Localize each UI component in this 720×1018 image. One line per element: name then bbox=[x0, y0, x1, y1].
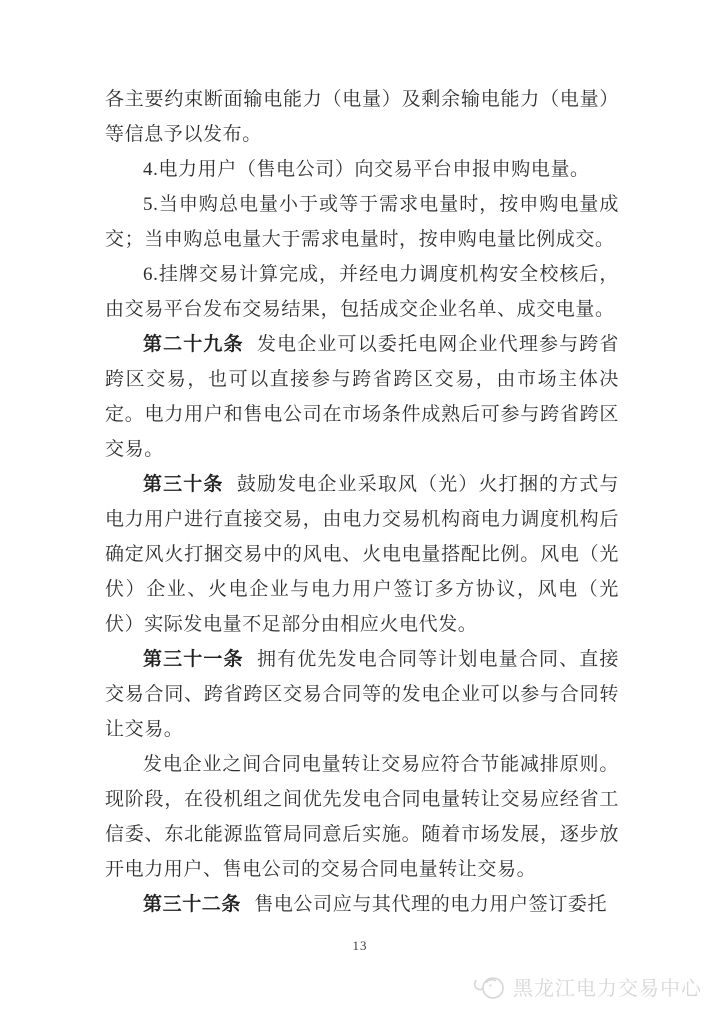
watermark bbox=[472, 972, 702, 1001]
paragraph-article-30 bbox=[105, 467, 619, 642]
article-number: 第三十一条 bbox=[143, 649, 244, 670]
paragraph bbox=[105, 187, 619, 257]
paragraph bbox=[105, 82, 619, 152]
article-number: 第三十二条 bbox=[143, 894, 242, 915]
paragraph-text: 发电企业可以委托电网企业代理参与跨省跨区交易，也可以直接参与跨省跨区交易，由市场主体决定。电力用户和售电公司在市场条件成熟后可参与跨省跨区交易。 bbox=[105, 334, 619, 460]
paragraph bbox=[105, 152, 619, 187]
paragraph-text: 拥有优先发电合同等计划电量合同、直接交易合同、跨省跨区交易合同等的发电企业可以参与合同转让交易。 bbox=[105, 649, 619, 740]
paragraph bbox=[105, 257, 619, 327]
watermark-text: 黑龙江电力交易中心 bbox=[513, 978, 702, 1000]
paragraph-text: 5.当申购总电量小于或等于需求电量时，按申购电量成交；当申购总电量大于需求电量时，按申购电量比例成交。 bbox=[105, 194, 619, 250]
paragraph-article-32 bbox=[105, 887, 619, 922]
paragraph-text: 各主要约束断面输电能力（电量）及剩余输电能力（电量）等信息予以发布。 bbox=[105, 89, 619, 145]
article-number: 第三十条 bbox=[143, 474, 224, 495]
document-body bbox=[105, 82, 619, 922]
paragraph bbox=[105, 747, 619, 887]
trading-center-logo-icon bbox=[472, 973, 508, 1001]
paragraph-text: 售电公司应与其代理的电力用户签订委托 bbox=[254, 894, 608, 915]
paragraph-text: 4.电力用户（售电公司）向交易平台申报申购电量。 bbox=[143, 159, 590, 180]
article-number: 第二十九条 bbox=[143, 334, 244, 355]
paragraph-text: 发电企业之间合同电量转让交易应符合节能减排原则。现阶段，在役机组之间优先发电合同电量转让交易应经省工信委、东北能源监管局同意后实施。随着市场发展，逐步放开电力用户、售电公司的交易合同电量转让交易。 bbox=[105, 754, 619, 880]
paragraph-article-31 bbox=[105, 642, 619, 747]
page-number: 13 bbox=[352, 938, 368, 953]
paragraph-article-29 bbox=[105, 327, 619, 467]
paragraph-text: 鼓励发电企业采取风（光）火打捆的方式与电力用户进行直接交易，由电力交易机构商电力调度机构后确定风火打捆交易中的风电、火电电量搭配比例。风电（光伏）企业、火电企业与电力用户签订多方协议，风电（光伏）实际发电量不足部分由相应火电代发。 bbox=[105, 474, 619, 635]
paragraph-text: 6.挂牌交易计算完成，并经电力调度机构安全校核后，由交易平台发布交易结果，包括成交企业名单、成交电量。 bbox=[105, 264, 619, 320]
